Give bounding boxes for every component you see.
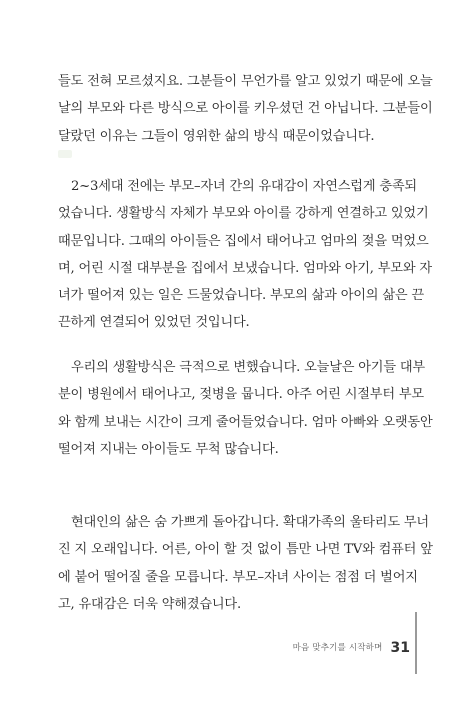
page-number: 31 [390, 640, 410, 656]
paragraph-3 [58, 354, 433, 463]
text-line: 날의 부모와 다른 방식으로 아이를 키우셨던 건 아닙니다. 그분들이 [58, 101, 433, 117]
faint-mark [58, 150, 72, 158]
text-line: 진 지 오래입니다. 어른, 아이 할 것 없이 틈만 나면 TV와 컴퓨터 앞 [58, 542, 433, 558]
paragraph-1 [58, 68, 433, 150]
text-line: 고, 유대감은 더욱 약해졌습니다. [58, 596, 241, 612]
text-line: 었습니다. 생활방식 자체가 부모와 아이를 강하게 연결하고 있었기 [58, 206, 429, 222]
text-line: 에 붙어 떨어질 줄을 모릅니다. 부모–자녀 사이는 점점 더 벌어지 [58, 569, 418, 585]
text-line: 떨어져 지내는 아이들도 무척 많습니다. [58, 441, 279, 457]
text-line: 달랐던 이유는 그들이 영위한 삶의 방식 때문이었습니다. [58, 128, 375, 144]
text-line: 끈하게 연결되어 있었던 것입니다. [58, 315, 250, 331]
text-line: 분이 병원에서 태어나고, 젖병을 뭅니다. 아주 어린 시절부터 부모 [58, 387, 424, 403]
text-line: 우리의 생활방식은 극적으로 변했습니다. 오늘날은 아기들 대부 [58, 360, 425, 375]
text-line: 들도 전혀 모르셨지요. 그분들이 무언가를 알고 있었기 때문에 오늘 [58, 74, 433, 89]
text-line: 현대인의 삶은 숨 가쁘게 돌아갑니다. 확대가족의 울타리도 무너 [58, 515, 429, 530]
text-line: 녀가 떨어져 있는 일은 드물었습니다. 부모의 삶과 아이의 삶은 끈 [58, 288, 424, 304]
text-line: 때문입니다. 그때의 아이들은 집에서 태어나고 엄마의 젖을 먹었으 [58, 233, 429, 249]
text-line: 2~3세대 전에는 부모–자녀 간의 유대감이 자연스럽게 충족되 [58, 179, 417, 194]
page-footer [293, 640, 410, 656]
footer-divider [415, 612, 417, 674]
text-line: 와 함께 보내는 시간이 크게 줄어들었습니다. 엄마 아빠와 오랫동안 [58, 414, 433, 430]
paragraph-4 [58, 509, 433, 618]
running-chapter-title: 마음 맞추기를 시작하며 [292, 643, 383, 653]
paragraph-2 [58, 173, 432, 337]
text-line: 며, 어린 시절 대부분을 집에서 보냈습니다. 엄마와 아기, 부모와 자 [58, 260, 432, 276]
